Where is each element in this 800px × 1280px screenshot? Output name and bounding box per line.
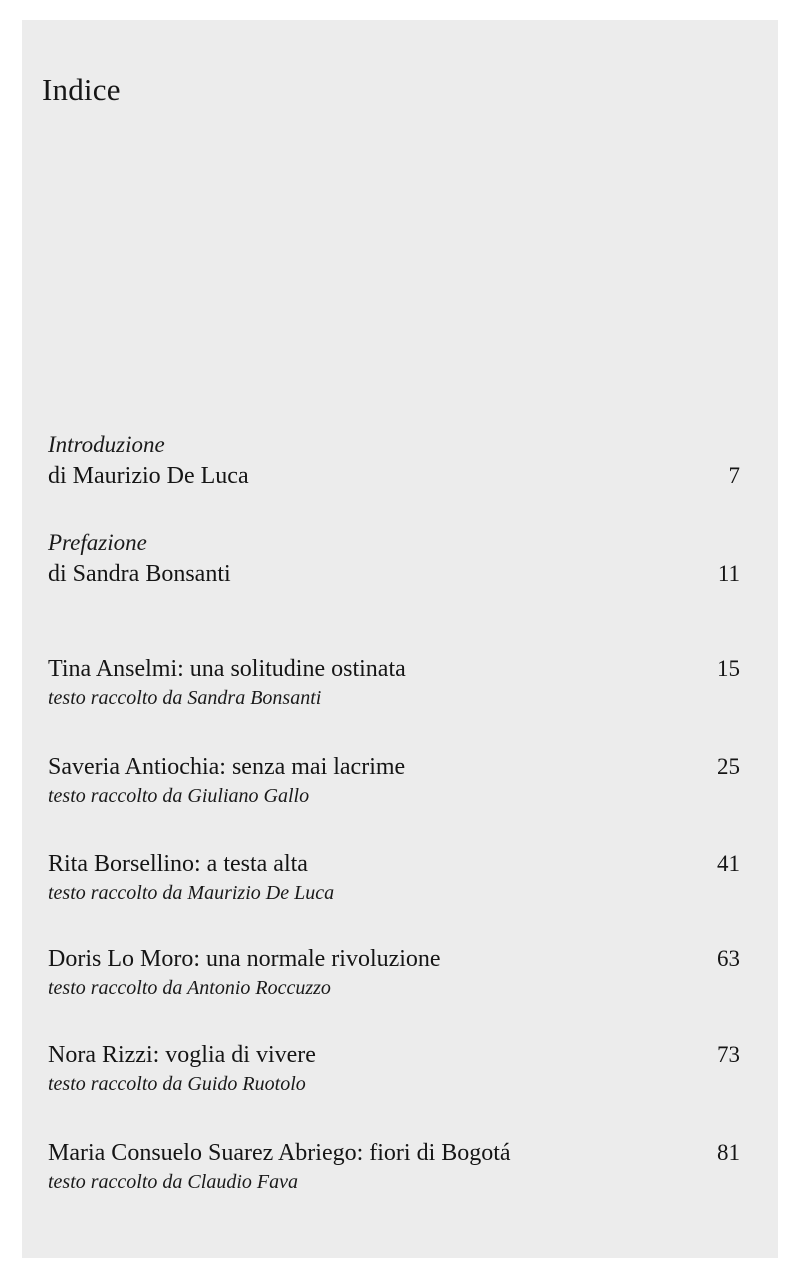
- page-number: 63: [717, 946, 740, 971]
- chapter-line: [48, 751, 750, 783]
- chapter-title: Saveria Antiochia: senza mai lacrime: [48, 754, 406, 780]
- toc-entry-chapter[interactable]: [48, 1039, 750, 1098]
- chapter-collected-by: testo raccolto da Giuliano Gallo: [48, 785, 310, 807]
- chapter-title: Nora Rizzi: voglia di vivere: [48, 1042, 316, 1068]
- toc-entry-introduction[interactable]: [48, 430, 750, 492]
- page-number: 41: [717, 851, 740, 876]
- entry-label: Prefazione: [48, 530, 147, 555]
- toc-entry-chapter[interactable]: [48, 1137, 750, 1196]
- entry-author: di Maurizio De Luca: [48, 463, 249, 489]
- chapter-line: [48, 653, 750, 685]
- page-number: 25: [717, 754, 740, 779]
- toc-entry-chapter[interactable]: [48, 653, 750, 712]
- page-number: 7: [728, 463, 740, 488]
- toc-entry-chapter[interactable]: [48, 751, 750, 810]
- chapter-line: [48, 943, 750, 975]
- entry-line: [48, 558, 750, 590]
- chapter-collected-by: testo raccolto da Maurizio De Luca: [48, 882, 335, 904]
- chapter-collected-by: testo raccolto da Sandra Bonsanti: [48, 687, 322, 709]
- chapter-collected-by: testo raccolto da Guido Ruotolo: [48, 1073, 306, 1095]
- entry-author: di Sandra Bonsanti: [48, 561, 231, 587]
- page-number: 15: [717, 656, 740, 681]
- chapter-title: Rita Borsellino: a testa alta: [48, 851, 308, 877]
- page-number: 81: [717, 1140, 740, 1165]
- book-page: [22, 20, 778, 1258]
- entry-label: Introduzione: [48, 432, 165, 457]
- chapter-collected-by: testo raccolto da Claudio Fava: [48, 1171, 298, 1193]
- page-number: 11: [717, 561, 740, 586]
- toc-entry-chapter[interactable]: [48, 848, 750, 907]
- chapter-line: [48, 1039, 750, 1071]
- chapter-title: Doris Lo Moro: una normale rivoluzione: [48, 946, 441, 972]
- chapter-line: [48, 1137, 750, 1169]
- page-number: 73: [717, 1042, 740, 1067]
- entry-line: [48, 460, 750, 492]
- chapter-collected-by: testo raccolto da Antonio Roccuzzo: [48, 977, 331, 999]
- toc-entry-chapter[interactable]: [48, 943, 750, 1002]
- chapter-line: [48, 848, 750, 880]
- chapter-title: Tina Anselmi: una solitudine ostinata: [48, 656, 406, 682]
- toc-entry-preface[interactable]: [48, 528, 750, 590]
- index-title: Indice: [42, 72, 121, 107]
- chapter-title: Maria Consuelo Suarez Abriego: fiori di Bogotá: [48, 1140, 511, 1166]
